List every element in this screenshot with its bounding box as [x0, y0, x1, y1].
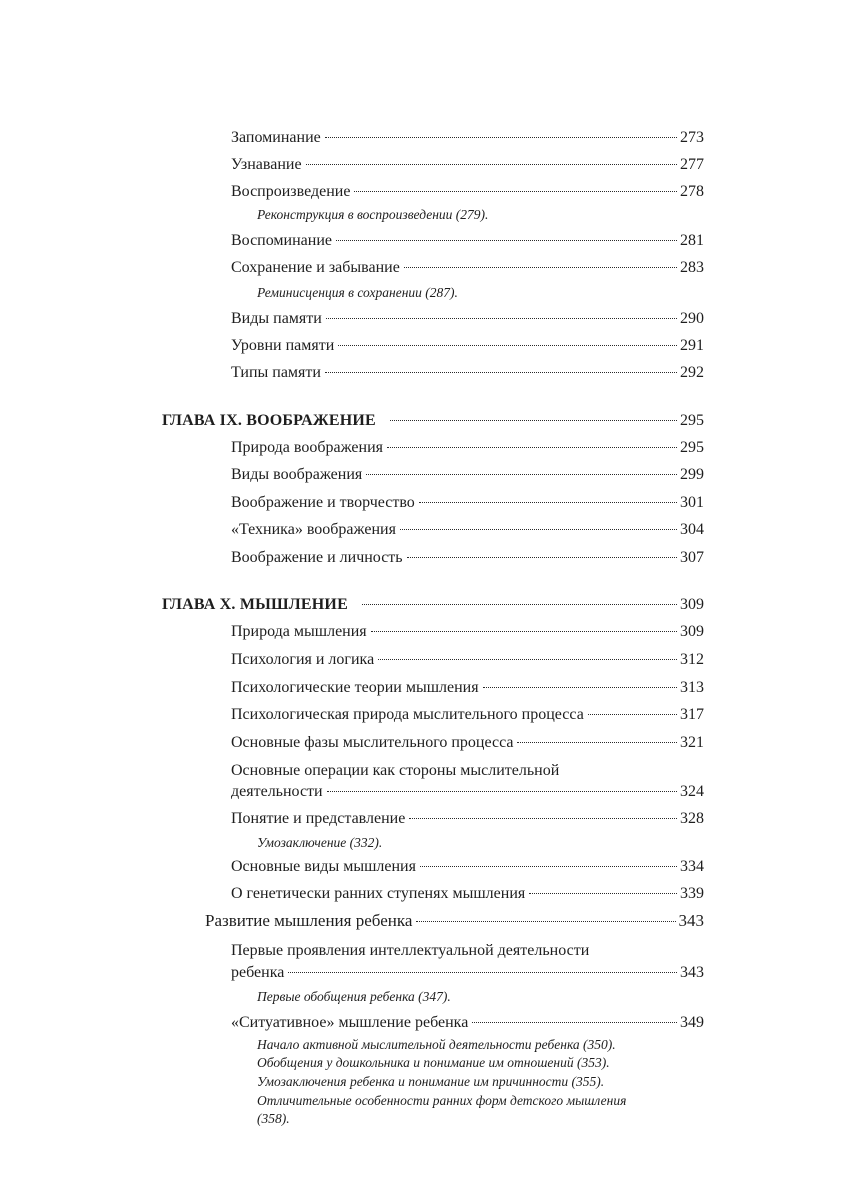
toc-entry-title-line1: Первые проявления интеллектуальной деятельности	[231, 942, 590, 959]
toc-entry-title: Типы памяти	[231, 364, 321, 381]
toc-subentry: Умозаключение (332).	[257, 835, 383, 850]
leader-dots	[366, 474, 677, 475]
chapter-page: 295	[680, 412, 704, 429]
leader-dots	[288, 972, 677, 973]
toc-entry-page: 290	[680, 310, 704, 327]
toc-entry-title: Природа мышления	[231, 623, 367, 640]
toc-entry	[231, 809, 704, 828]
toc-entry	[231, 857, 704, 876]
toc-subentry: (358).	[257, 1111, 290, 1126]
toc-entry-title: Воображение и творчество	[231, 494, 415, 511]
leader-dots	[407, 557, 677, 558]
leader-dots	[371, 631, 677, 632]
toc-entry-page: 307	[680, 549, 704, 566]
section-page: 343	[678, 911, 704, 930]
toc-entry-title: Воображение и личность	[231, 549, 403, 566]
chapter-heading	[162, 595, 704, 614]
toc-entry-title: Узнавание	[231, 156, 302, 173]
toc-entry-page: 304	[680, 521, 704, 538]
toc-entry-page: 343	[680, 964, 704, 981]
toc-entry-title: Психологическая природа мыслительного процесса	[231, 706, 584, 723]
toc-entry	[231, 622, 704, 641]
toc-entry-page: 309	[680, 623, 704, 640]
leader-dots	[419, 502, 677, 503]
toc-entry	[231, 493, 704, 512]
toc-entry-title: Виды памяти	[231, 310, 322, 327]
toc-entry	[231, 155, 704, 174]
toc-entry-title: Основные фазы мыслительного процесса	[231, 734, 514, 751]
toc-entry-title: Природа воображения	[231, 439, 384, 456]
toc-entry	[231, 438, 704, 457]
leader-dots	[327, 791, 677, 792]
toc-entry-page: 324	[680, 783, 704, 800]
toc-entry-title: Основные виды мышления	[231, 858, 416, 875]
leader-dots	[404, 267, 677, 268]
toc-subentry: Начало активной мыслительной деятельности ребенка (350).	[257, 1037, 616, 1052]
toc-entry-title: Сохранение и забывание	[231, 259, 400, 276]
toc-entry	[231, 520, 704, 539]
toc-entry	[231, 363, 704, 382]
toc-entry-title: Психологические теории мышления	[231, 679, 479, 696]
chapter-title: ГЛАВА IX. ВООБРАЖЕНИЕ	[162, 412, 376, 429]
toc-entry	[231, 705, 704, 724]
chapter-page: 309	[680, 596, 704, 613]
toc-subentry: Отличительные особенности ранних форм детского мышления	[257, 1093, 627, 1108]
toc-entry-title-line1: Основные операции как стороны мыслительной	[231, 762, 560, 779]
toc-subentry: Реминисценция в сохранении (287).	[257, 285, 458, 300]
toc-entry-page: 273	[680, 129, 704, 146]
toc-entry-title: ребенка	[231, 964, 285, 981]
leader-dots	[338, 345, 677, 346]
toc-entry-page: 328	[680, 810, 704, 827]
toc-entry	[231, 548, 704, 567]
toc-entry-page: 349	[680, 1014, 704, 1031]
leader-dots	[354, 191, 677, 192]
toc-entry-page: 281	[680, 232, 704, 249]
toc-entry-page: 339	[680, 885, 704, 902]
toc-entry	[231, 336, 704, 355]
toc-entry-page: 283	[680, 259, 704, 276]
toc-entry	[231, 1013, 704, 1032]
toc-entry-page: 292	[680, 364, 704, 381]
leader-dots	[390, 420, 677, 421]
leader-dots	[483, 687, 677, 688]
toc-entry-page: 317	[680, 706, 704, 723]
toc-entry-page: 301	[680, 494, 704, 511]
toc-entry-page: 334	[680, 858, 704, 875]
leader-dots	[409, 818, 677, 819]
toc-entry-page: 295	[680, 439, 704, 456]
leader-dots	[306, 164, 677, 165]
leader-dots	[588, 714, 677, 715]
toc-subentry: Реконструкция в воспроизведении (279).	[257, 207, 489, 222]
toc-entry	[231, 465, 704, 484]
leader-dots	[326, 318, 677, 319]
toc-section	[205, 911, 704, 930]
toc-entry	[231, 963, 704, 982]
toc-entry-title: Психология и логика	[231, 651, 375, 668]
leader-dots	[378, 659, 677, 660]
leader-dots	[416, 921, 675, 922]
chapter-title: ГЛАВА X. МЫШЛЕНИЕ	[162, 596, 348, 613]
toc-subentry: Первые обобщения ребенка (347).	[257, 989, 451, 1004]
toc-entry-page: 277	[680, 156, 704, 173]
toc-entry-title: Уровни памяти	[231, 337, 335, 354]
toc-entry	[231, 258, 704, 277]
toc-entry-title: Воспроизведение	[231, 183, 351, 200]
toc-subentry: Обобщения у дошкольника и понимание им отношений (353).	[257, 1055, 610, 1070]
toc-entry-page: 291	[680, 337, 704, 354]
toc-entry-title: Воспоминание	[231, 232, 333, 249]
leader-dots	[362, 604, 677, 605]
leader-dots	[325, 372, 677, 373]
toc-entry	[231, 309, 704, 328]
toc-entry	[231, 733, 704, 752]
toc-entry	[231, 182, 704, 201]
leader-dots	[517, 742, 677, 743]
toc-entry-page: 278	[680, 183, 704, 200]
toc-entry-page: 312	[680, 651, 704, 668]
toc-entry	[231, 678, 704, 697]
toc-entry	[231, 231, 704, 250]
toc-subentry: Умозаключения ребенка и понимание им причинности (355).	[257, 1074, 605, 1089]
toc-entry-title: «Ситуативное» мышление ребенка	[231, 1014, 469, 1031]
leader-dots	[387, 447, 677, 448]
toc-entry-title: «Техника» воображения	[231, 521, 396, 538]
toc-entry	[231, 650, 704, 669]
chapter-heading	[162, 411, 704, 430]
toc-entry-page: 321	[680, 734, 704, 751]
toc-entry-title: О генетически ранних ступенях мышления	[231, 885, 526, 902]
leader-dots	[400, 529, 677, 530]
leader-dots	[529, 893, 677, 894]
toc-entry-title: Запоминание	[231, 129, 321, 146]
section-title: Развитие мышления ребенка	[205, 911, 413, 930]
toc-entry-page: 313	[680, 679, 704, 696]
toc-entry-title: Понятие и представление	[231, 810, 406, 827]
leader-dots	[336, 240, 677, 241]
toc-entry	[231, 884, 704, 903]
toc-entry	[231, 128, 704, 147]
leader-dots	[420, 866, 677, 867]
toc-entry-page: 299	[680, 466, 704, 483]
toc-entry	[231, 782, 704, 801]
leader-dots	[325, 137, 677, 138]
leader-dots	[472, 1022, 677, 1023]
toc-entry-title: деятельности	[231, 783, 323, 800]
toc-entry-title: Виды воображения	[231, 466, 363, 483]
